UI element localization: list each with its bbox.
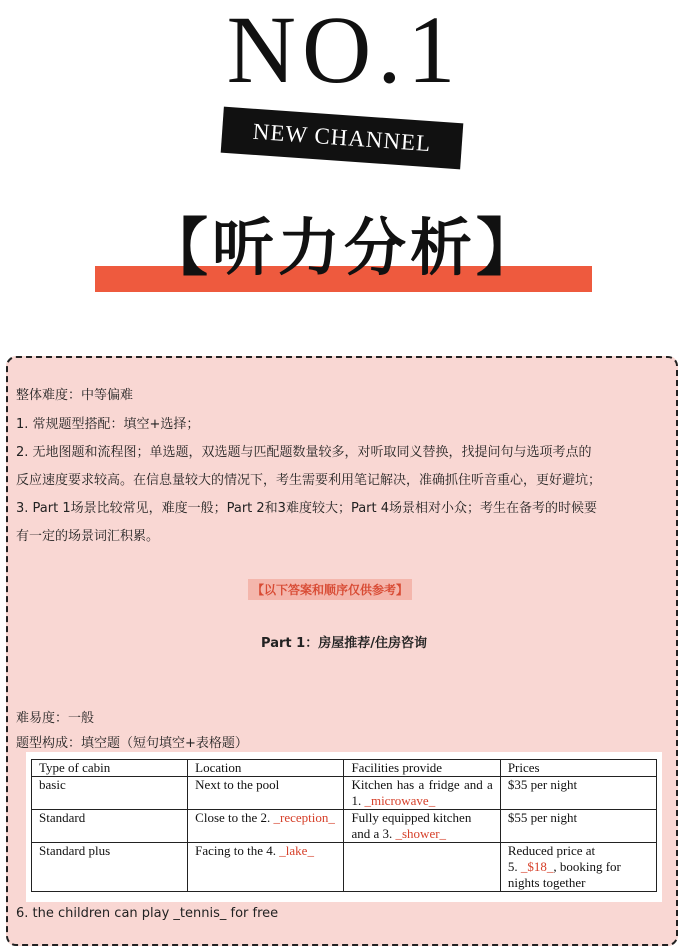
point-1: 1. 常规题型搭配：填空+选择；	[16, 417, 200, 432]
header-banner	[0, 0, 688, 330]
location-cell	[188, 810, 344, 843]
answer-5: _$18_	[520, 859, 554, 874]
point-3-line-2: 有一定的场景词汇积累。	[16, 529, 160, 544]
header-cell: Type of cabin	[32, 760, 188, 777]
point-3-line-1: 3. Part 1场景比较常见，难度一般；Part 2和3难度较大；Part 4场景相对小众；考生在备考的时候要	[16, 501, 598, 516]
cabin-type-cell: basic	[32, 777, 188, 810]
answer-2: _reception_	[273, 810, 335, 825]
cabin-table	[31, 759, 657, 892]
price-cell: $55 per night	[500, 810, 656, 843]
location-text: Close to the 2.	[195, 810, 274, 825]
answer-3: _shower_	[395, 826, 447, 841]
cabin-table-card	[26, 752, 662, 902]
answer-1: _microwave_	[364, 793, 436, 808]
price-line-1: Reduced price at	[507, 843, 596, 858]
header-cell: Facilities provide	[344, 760, 500, 777]
table-row	[32, 843, 657, 892]
table-header-row	[32, 760, 657, 777]
issue-number: NO.1	[226, 0, 462, 103]
price-line-3: , booking for nights together	[507, 859, 621, 890]
section-title: 【听力分析】	[145, 211, 542, 284]
part-title: Part 1：房屋推荐/住房咨询	[261, 636, 427, 651]
location-cell	[188, 843, 344, 892]
header-cell: Location	[188, 760, 344, 777]
overall-difficulty: 整体难度：中等偏难	[16, 388, 134, 403]
cabin-type-cell: Standard plus	[32, 843, 188, 892]
reference-note: 【以下答案和顺序仅供参考】	[248, 579, 412, 600]
point-2-line-2: 反应速度要求较高。在信息量较大的情况下，考生需要利用笔记解决，准确抓住听音重心，更好避坑；	[16, 473, 602, 488]
facilities-text: Kitchen has a fridge and a 1.	[351, 777, 493, 808]
point-2-line-1: 2. 无地图题和流程图；单选题，双选题与匹配题数量较多，对听取同义替换，找提问句与选项考点的	[16, 445, 592, 460]
table-row	[32, 810, 657, 843]
difficulty-level: 难易度：一般	[16, 711, 95, 726]
location-text: Facing to the 4.	[195, 843, 280, 858]
location-cell: Next to the pool	[188, 777, 344, 810]
facilities-cell	[344, 810, 500, 843]
facilities-cell	[344, 777, 500, 810]
cabin-type-cell: Standard	[32, 810, 188, 843]
price-cell: $35 per night	[500, 777, 656, 810]
answer-4: _lake_	[279, 843, 314, 858]
question-6: 6. the children can play _tennis_ for free	[16, 906, 279, 921]
price-cell	[500, 843, 656, 892]
table-row	[32, 777, 657, 810]
question-types: 题型构成：填空题（短句填空+表格题）	[16, 736, 248, 751]
facilities-cell-empty	[344, 843, 500, 892]
facilities-text: Fully equipped kitchen and a 3.	[351, 810, 472, 841]
header-cell: Prices	[500, 760, 656, 777]
price-line-2: 5.	[507, 859, 521, 874]
channel-label: NEW CHANNEL	[221, 107, 464, 170]
